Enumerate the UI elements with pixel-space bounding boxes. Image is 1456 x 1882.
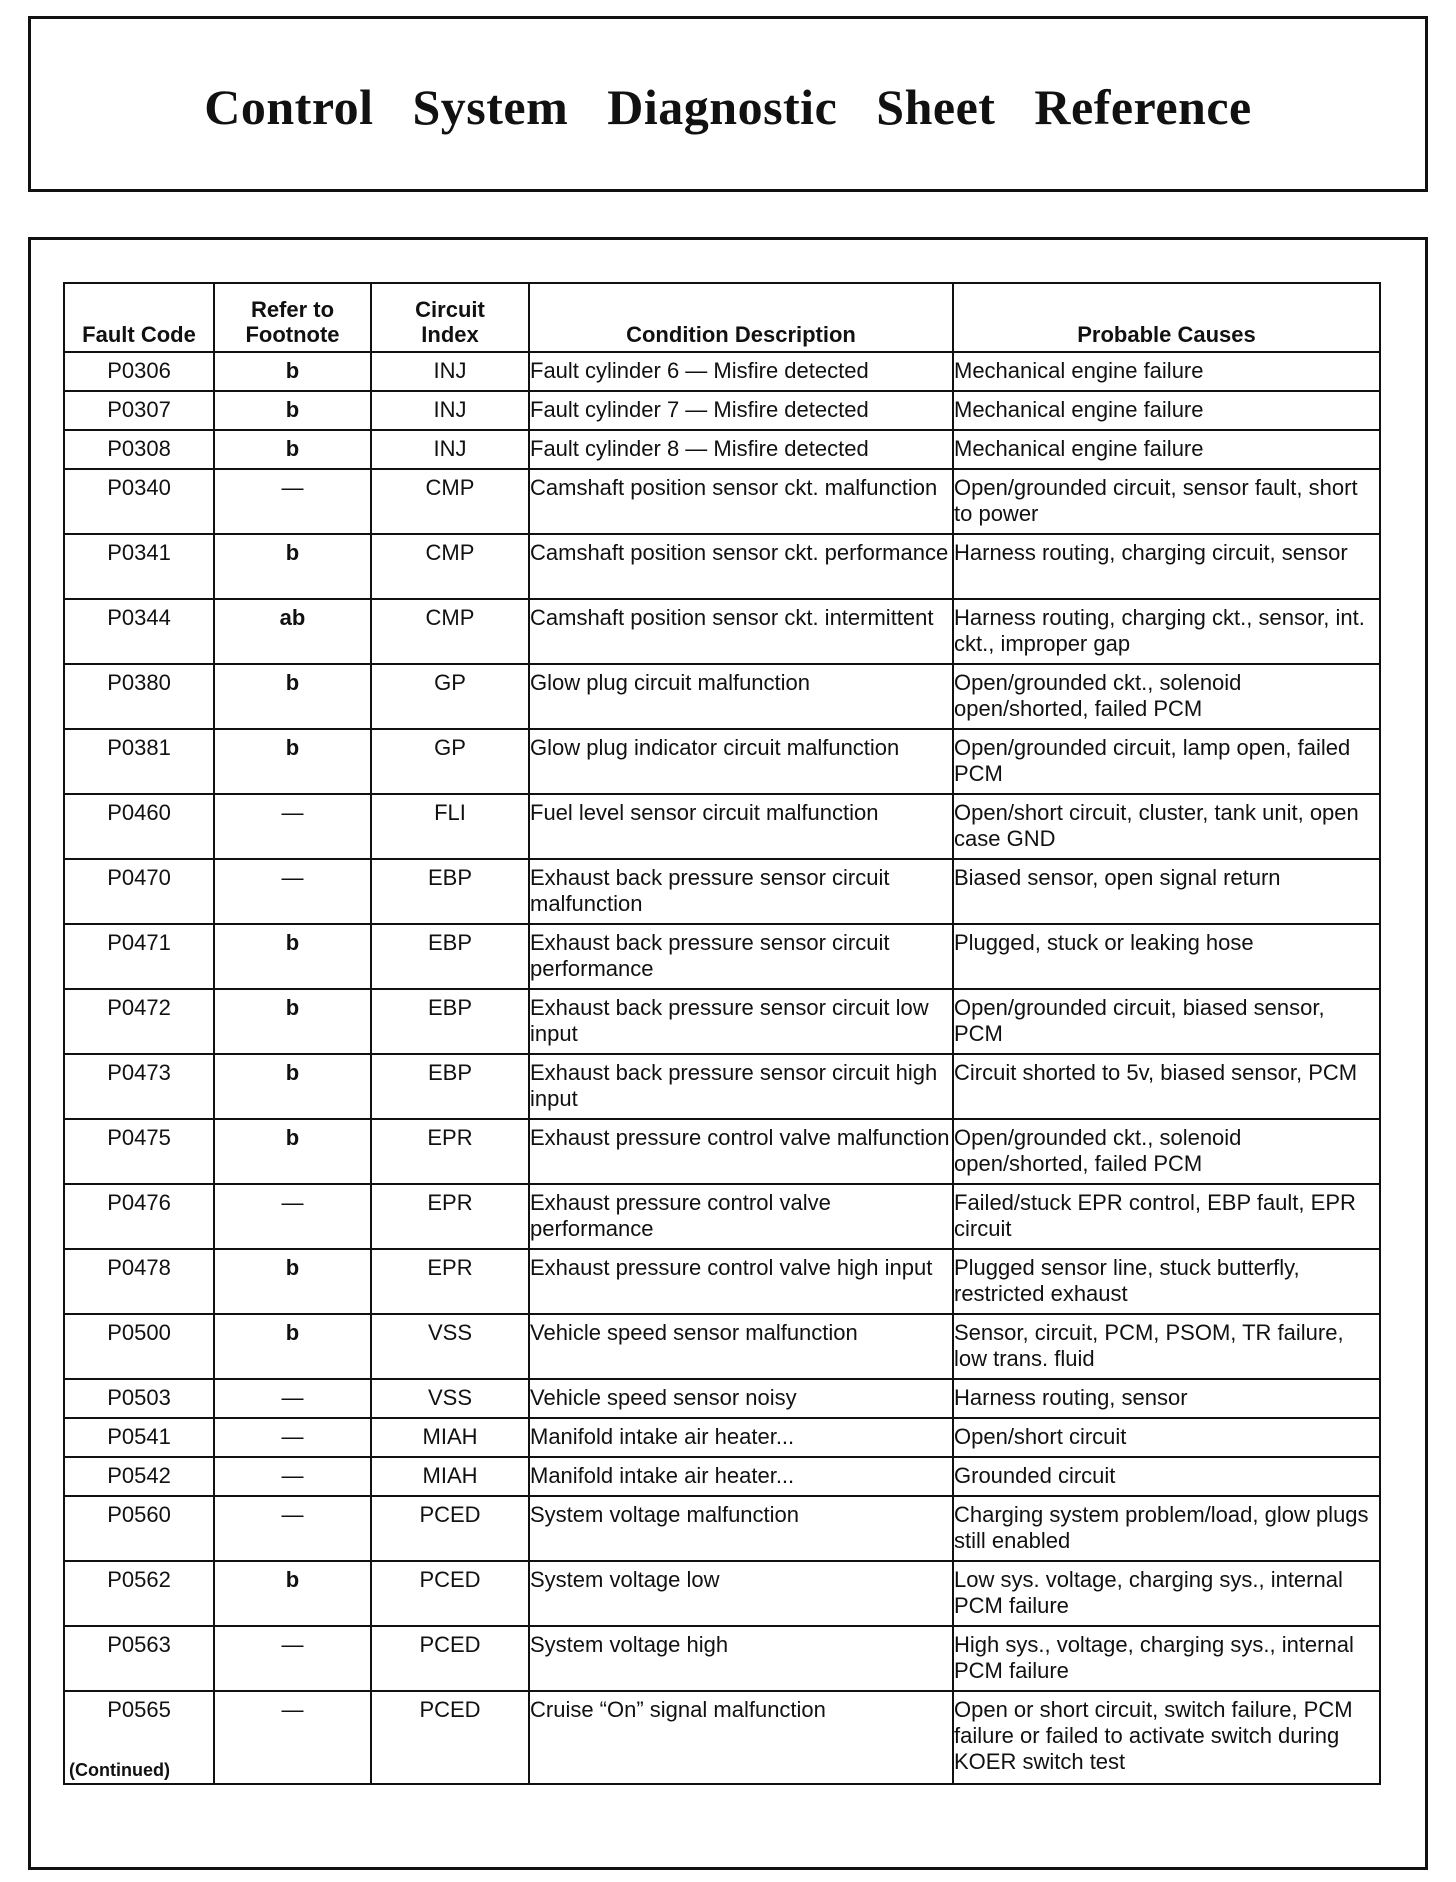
header-condition-description: Condition Description [529, 283, 953, 352]
table-row [64, 391, 1380, 430]
probable-causes-cell: Low sys. voltage, charging sys., internal PCM failure [953, 1561, 1380, 1626]
table-row [64, 1119, 1380, 1184]
continued-note: (Continued) [69, 1760, 170, 1780]
probable-causes-cell: Failed/stuck EPR control, EBP fault, EPR circuit [953, 1184, 1380, 1249]
circuit-index-cell: PCED [371, 1561, 529, 1626]
probable-causes-cell: High sys., voltage, charging sys., internal PCM failure [953, 1626, 1380, 1691]
fault-code-cell: P0560 [64, 1496, 214, 1561]
title-box [28, 16, 1428, 192]
table-row [64, 1496, 1380, 1561]
circuit-index-cell: MIAH [371, 1457, 529, 1496]
footnote-cell: — [214, 1626, 371, 1691]
header-circuit-line1: Circuit [415, 297, 485, 322]
footnote-cell: — [214, 1691, 371, 1784]
footnote-cell: b [214, 989, 371, 1054]
footnote-cell: — [214, 1457, 371, 1496]
footnote-cell: — [214, 1379, 371, 1418]
probable-causes-cell: Plugged sensor line, stuck butterfly, restricted exhaust [953, 1249, 1380, 1314]
circuit-index-cell: VSS [371, 1314, 529, 1379]
footnote-cell: — [214, 1496, 371, 1561]
footnote-cell: ab [214, 599, 371, 664]
fault-code-cell: P0542 [64, 1457, 214, 1496]
probable-causes-cell: Harness routing, sensor [953, 1379, 1380, 1418]
fault-code-cell: P0500 [64, 1314, 214, 1379]
header-circuit-index [371, 283, 529, 352]
table-row [64, 534, 1380, 599]
condition-description-cell: Fault cylinder 6 — Misfire detected [529, 352, 953, 391]
table-row [64, 989, 1380, 1054]
footnote-cell: b [214, 729, 371, 794]
circuit-index-cell: CMP [371, 534, 529, 599]
probable-causes-cell: Charging system problem/load, glow plugs still enabled [953, 1496, 1380, 1561]
footnote-cell: — [214, 1184, 371, 1249]
table-row [64, 1457, 1380, 1496]
footnote-cell: b [214, 391, 371, 430]
probable-causes-cell: Harness routing, charging circuit, sensor [953, 534, 1380, 599]
footnote-cell: b [214, 1561, 371, 1626]
condition-description-cell: Glow plug circuit malfunction [529, 664, 953, 729]
fault-code-cell: P0472 [64, 989, 214, 1054]
circuit-index-cell: GP [371, 664, 529, 729]
fault-code-cell: P0476 [64, 1184, 214, 1249]
condition-description-cell: Exhaust back pressure sensor circuit low input [529, 989, 953, 1054]
footnote-cell: b [214, 664, 371, 729]
fault-code-cell: P0565 [64, 1691, 214, 1784]
probable-causes-cell: Circuit shorted to 5v, biased sensor, PCM [953, 1054, 1380, 1119]
footnote-cell: — [214, 859, 371, 924]
fault-code-cell: P0344 [64, 599, 214, 664]
condition-description-cell: Glow plug indicator circuit malfunction [529, 729, 953, 794]
condition-description-cell: Vehicle speed sensor noisy [529, 1379, 953, 1418]
probable-causes-cell: Open/short circuit [953, 1418, 1380, 1457]
condition-description-cell: Exhaust back pressure sensor circuit performance [529, 924, 953, 989]
probable-causes-cell: Open/grounded circuit, lamp open, failed PCM [953, 729, 1380, 794]
circuit-index-cell: PCED [371, 1626, 529, 1691]
circuit-index-cell: INJ [371, 430, 529, 469]
table-row [64, 859, 1380, 924]
table-row [64, 599, 1380, 664]
condition-description-cell: Exhaust back pressure sensor circuit high input [529, 1054, 953, 1119]
fault-code-cell: P0473 [64, 1054, 214, 1119]
table-header-row [64, 283, 1380, 352]
condition-description-cell: Camshaft position sensor ckt. performance [529, 534, 953, 599]
fault-code-cell: P0341 [64, 534, 214, 599]
footnote-cell: — [214, 794, 371, 859]
fault-code-cell: P0475 [64, 1119, 214, 1184]
header-footnote-line2: Footnote [245, 322, 340, 347]
circuit-index-cell: INJ [371, 352, 529, 391]
table-row [64, 1054, 1380, 1119]
fault-code-cell: P0306 [64, 352, 214, 391]
circuit-index-cell: EBP [371, 1054, 529, 1119]
fault-code-cell: P0307 [64, 391, 214, 430]
probable-causes-cell: Grounded circuit [953, 1457, 1380, 1496]
probable-causes-cell: Open/grounded ckt., solenoid open/shorted, failed PCM [953, 1119, 1380, 1184]
fault-code-cell: P0380 [64, 664, 214, 729]
circuit-index-cell: EBP [371, 989, 529, 1054]
circuit-index-cell: EPR [371, 1249, 529, 1314]
fault-code-cell: P0381 [64, 729, 214, 794]
circuit-index-cell: CMP [371, 599, 529, 664]
circuit-index-cell: MIAH [371, 1418, 529, 1457]
probable-causes-cell: Mechanical engine failure [953, 352, 1380, 391]
footnote-cell: b [214, 1249, 371, 1314]
table-box [28, 237, 1428, 1870]
circuit-index-cell: INJ [371, 391, 529, 430]
footnote-cell: b [214, 924, 371, 989]
probable-causes-cell: Open/grounded circuit, biased sensor, PCM [953, 989, 1380, 1054]
condition-description-cell: Fuel level sensor circuit malfunction [529, 794, 953, 859]
table-row [64, 1561, 1380, 1626]
table-row [64, 1691, 1380, 1784]
footnote-cell: b [214, 352, 371, 391]
header-fault-code: Fault Code [64, 283, 214, 352]
condition-description-cell: Exhaust back pressure sensor circuit malfunction [529, 859, 953, 924]
condition-description-cell: Exhaust pressure control valve high input [529, 1249, 953, 1314]
circuit-index-cell: EBP [371, 924, 529, 989]
condition-description-cell: System voltage low [529, 1561, 953, 1626]
circuit-index-cell: EPR [371, 1184, 529, 1249]
fault-code-cell: P0563 [64, 1626, 214, 1691]
probable-causes-cell: Biased sensor, open signal return [953, 859, 1380, 924]
header-probable-causes: Probable Causes [953, 283, 1380, 352]
table-row [64, 924, 1380, 989]
fault-code-cell: P0541 [64, 1418, 214, 1457]
table-row [64, 664, 1380, 729]
table-row [64, 1249, 1380, 1314]
table-row [64, 469, 1380, 534]
footnote-cell: b [214, 534, 371, 599]
table-row [64, 1626, 1380, 1691]
page-title: Control System Diagnostic Sheet Reference [204, 79, 1252, 135]
table-row [64, 794, 1380, 859]
condition-description-cell: Cruise “On” signal malfunction [529, 1691, 953, 1784]
footnote-cell: b [214, 1054, 371, 1119]
table-row [64, 729, 1380, 794]
condition-description-cell: System voltage high [529, 1626, 953, 1691]
footnote-cell: b [214, 1119, 371, 1184]
condition-description-cell: Fault cylinder 7 — Misfire detected [529, 391, 953, 430]
condition-description-cell: Fault cylinder 8 — Misfire detected [529, 430, 953, 469]
probable-causes-cell: Sensor, circuit, PCM, PSOM, TR failure, low trans. fluid [953, 1314, 1380, 1379]
header-circuit-line2: Index [421, 322, 479, 347]
table-row [64, 430, 1380, 469]
circuit-index-cell: GP [371, 729, 529, 794]
probable-causes-cell: Harness routing, charging ckt., sensor, int. ckt., improper gap [953, 599, 1380, 664]
footnote-cell: — [214, 1418, 371, 1457]
fault-code-cell: P0471 [64, 924, 214, 989]
fault-code-cell: P0470 [64, 859, 214, 924]
table-row [64, 1418, 1380, 1457]
probable-causes-cell: Open or short circuit, switch failure, PCM failure or failed to activate switch during KOER switch test [953, 1691, 1380, 1784]
probable-causes-cell: Open/grounded circuit, sensor fault, short to power [953, 469, 1380, 534]
probable-causes-cell: Plugged, stuck or leaking hose [953, 924, 1380, 989]
diagnostic-table [63, 282, 1381, 1785]
footnote-cell: b [214, 430, 371, 469]
table-row [64, 1314, 1380, 1379]
circuit-index-cell: EBP [371, 859, 529, 924]
footnote-cell: — [214, 469, 371, 534]
condition-description-cell: System voltage malfunction [529, 1496, 953, 1561]
fault-code-cell: P0503 [64, 1379, 214, 1418]
probable-causes-cell: Mechanical engine failure [953, 391, 1380, 430]
probable-causes-cell: Open/grounded ckt., solenoid open/shorted, failed PCM [953, 664, 1380, 729]
table-row [64, 352, 1380, 391]
table-row [64, 1379, 1380, 1418]
header-footnote-line1: Refer to [250, 297, 335, 322]
footnote-cell: b [214, 1314, 371, 1379]
circuit-index-cell: PCED [371, 1496, 529, 1561]
circuit-index-cell: VSS [371, 1379, 529, 1418]
circuit-index-cell: FLI [371, 794, 529, 859]
condition-description-cell: Exhaust pressure control valve malfunction [529, 1119, 953, 1184]
probable-causes-cell: Open/short circuit, cluster, tank unit, open case GND [953, 794, 1380, 859]
condition-description-cell: Vehicle speed sensor malfunction [529, 1314, 953, 1379]
condition-description-cell: Manifold intake air heater... [529, 1457, 953, 1496]
fault-code-cell: P0562 [64, 1561, 214, 1626]
fault-code-cell: P0340 [64, 469, 214, 534]
fault-code-cell: P0308 [64, 430, 214, 469]
fault-code-cell: P0460 [64, 794, 214, 859]
probable-causes-cell: Mechanical engine failure [953, 430, 1380, 469]
condition-description-cell: Camshaft position sensor ckt. malfunction [529, 469, 953, 534]
circuit-index-cell: CMP [371, 469, 529, 534]
fault-code-cell: P0478 [64, 1249, 214, 1314]
condition-description-cell: Camshaft position sensor ckt. intermittent [529, 599, 953, 664]
table-row [64, 1184, 1380, 1249]
circuit-index-cell: EPR [371, 1119, 529, 1184]
header-footnote [214, 283, 371, 352]
circuit-index-cell: PCED [371, 1691, 529, 1784]
condition-description-cell: Manifold intake air heater... [529, 1418, 953, 1457]
condition-description-cell: Exhaust pressure control valve performance [529, 1184, 953, 1249]
